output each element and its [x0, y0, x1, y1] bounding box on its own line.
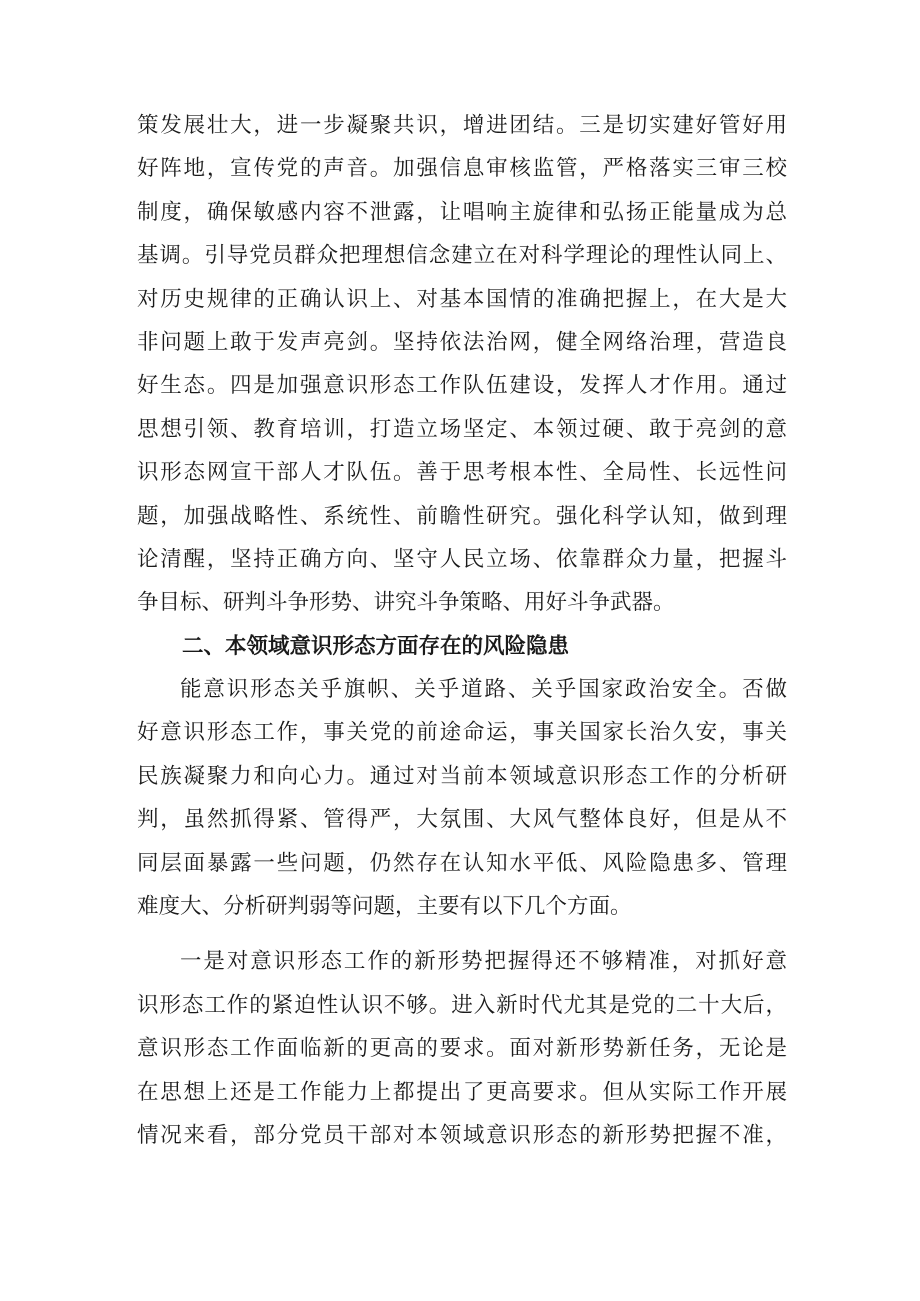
- text-line: 好阵地，宣传党的声音。加强信息审核监管，严格落实三审三校: [137, 156, 787, 182]
- text-line: 好生态。四是加强意识形态工作队伍建设，发挥人才作用。通过: [137, 373, 787, 399]
- document-body: [137, 104, 787, 1157]
- text-line: 意识形态工作面临新的更高的要求。面对新形势新任务，无论是: [137, 1036, 787, 1062]
- text-line: 制度，确保敏感内容不泄露，让唱响主旋律和弘扬正能量成为总: [137, 199, 787, 225]
- text-line: 题，加强战略性、系统性、前瞻性研究。强化科学认知，做到理: [137, 503, 787, 529]
- text-line: 争目标、研判斗争形势、讲究斗争策略、用好斗争武器。: [137, 590, 675, 616]
- text-line: 基调。引导党员群众把理想信念建立在对科学理论的理性认同上、: [137, 243, 787, 269]
- paragraph-2: [137, 668, 787, 928]
- text-line: 难度大、分析研判弱等问题，主要有以下几个方面。: [137, 894, 632, 920]
- text-line: 一是对意识形态工作的新形势把握得还不够精准，对抓好意: [180, 949, 787, 975]
- text-line: 情况来看，部分党员干部对本领域意识形态的新形势把握不准，: [137, 1122, 787, 1148]
- text-line: 能意识形态关乎旗帜、关乎道路、关乎国家政治安全。否做: [180, 677, 787, 703]
- text-line: 民族凝聚力和向心力。通过对当前本领域意识形态工作的分析研: [137, 763, 787, 789]
- text-line: 判，虽然抓得紧、管得严，大氛围、大风气整体良好，但是从不: [137, 807, 787, 833]
- text-line: 策发展壮大，进一步凝聚共识，增进团结。三是切实建好管好用: [137, 113, 787, 138]
- text-line: 论清醒，坚持正确方向、坚守人民立场、依靠群众力量，把握斗: [137, 546, 787, 572]
- text-line: 思想引领、教育培训，打造立场坚定、本领过硬、敢于亮剑的意: [137, 416, 787, 442]
- text-line: 好意识形态工作，事关党的前途命运，事关国家长治久安，事关: [137, 720, 787, 746]
- text-line: 识形态网宣干部人才队伍。善于思考根本性、全局性、长远性问: [137, 460, 787, 486]
- text-line: 对历史规律的正确认识上、对基本国情的准确把握上，在大是大: [137, 286, 787, 312]
- paragraph-3: [137, 940, 787, 1157]
- text-line: 同层面暴露一些问题，仍然存在认知水平低、风险隐患多、管理: [137, 850, 787, 876]
- section-heading: 二、本领域意识形态方面存在的风险隐患: [182, 633, 570, 659]
- paragraph-gap: [137, 928, 787, 940]
- paragraph-1: [137, 104, 787, 625]
- text-line: 非问题上敢于发声亮剑。坚持依法治网，健全网络治理，营造良: [137, 329, 787, 355]
- text-line: 识形态工作的紧迫性认识不够。进入新时代尤其是党的二十大后，: [137, 992, 787, 1018]
- text-line: 在思想上还是工作能力上都提出了更高要求。但从实际工作开展: [137, 1079, 787, 1105]
